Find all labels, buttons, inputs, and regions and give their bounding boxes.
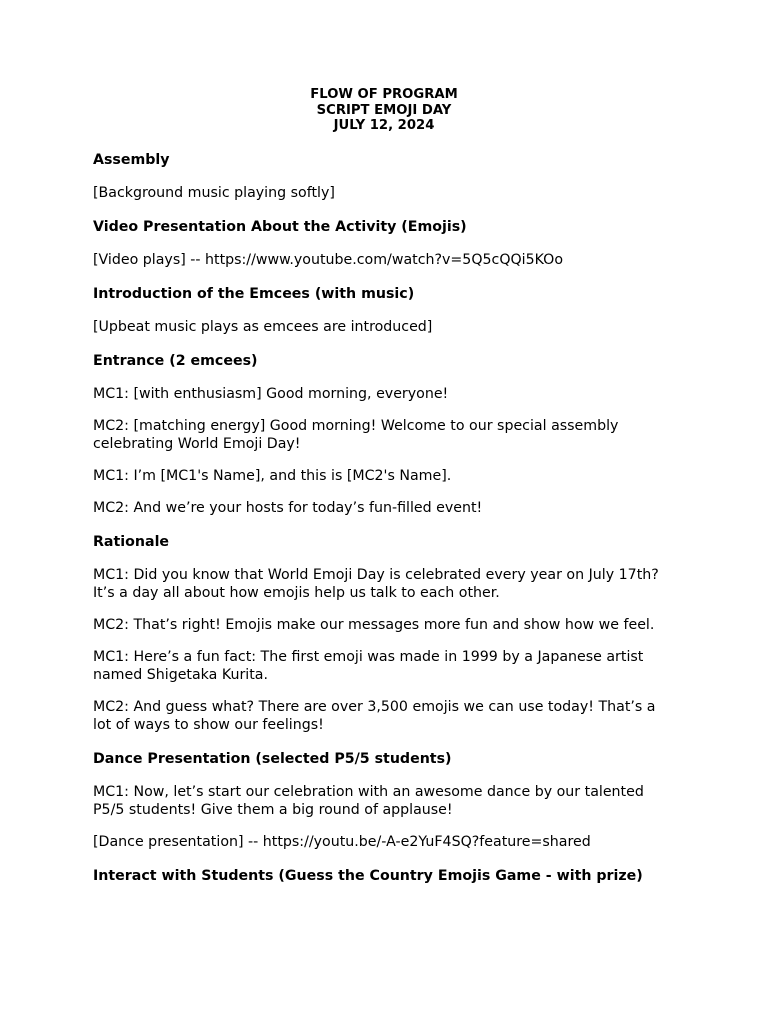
paragraph: MC2: And we’re your hosts for today’s fun-filled event! bbox=[93, 499, 483, 516]
paragraph: MC1: [with enthusiasm] Good morning, everyone! bbox=[93, 385, 449, 402]
section-heading-introduction: Introduction of the Emcees (with music) bbox=[93, 285, 415, 302]
section-heading-entrance: Entrance (2 emcees) bbox=[93, 352, 258, 369]
paragraph: MC2: That’s right! Emojis make our messages more fun and show how we feel. bbox=[93, 616, 655, 633]
section-heading-rationale: Rationale bbox=[93, 533, 170, 550]
section-heading-assembly: Assembly bbox=[93, 151, 170, 168]
document-page bbox=[93, 87, 668, 885]
paragraph: [Background music playing softly] bbox=[93, 184, 335, 201]
title-line: FLOW OF PROGRAM bbox=[310, 87, 458, 102]
paragraph: [Dance presentation] -- https://youtu.be/-A-e2YuF4SQ?feature=shared bbox=[93, 833, 591, 850]
section-heading-video-presentation: Video Presentation About the Activity (Emojis) bbox=[93, 218, 467, 235]
paragraph: MC1: Here’s a fun fact: The first emoji was made in 1999 by a Japanese artist named Shigetaka Kurita. bbox=[93, 648, 644, 683]
paragraph: MC1: Now, let’s start our celebration with an awesome dance by our talented P5/5 students! Give them a big round of applause! bbox=[93, 783, 644, 818]
document-title bbox=[93, 87, 675, 134]
paragraph: MC1: Did you know that World Emoji Day is celebrated every year on July 17th? It’s a day all about how emojis help us talk to each other. bbox=[93, 566, 659, 601]
paragraph: MC2: [matching energy] Good morning! Welcome to our special assembly celebrating World Emoji Day! bbox=[93, 417, 619, 452]
title-line: JULY 12, 2024 bbox=[333, 118, 435, 133]
paragraph: MC2: And guess what? There are over 3,500 emojis we can use today! That’s a lot of ways to show our feelings! bbox=[93, 698, 656, 733]
title-line: SCRIPT EMOJI DAY bbox=[316, 102, 452, 118]
section-heading-interact-with-students: Interact with Students (Guess the Country Emojis Game - with prize) bbox=[93, 867, 643, 884]
paragraph: MC1: I’m [MC1's Name], and this is [MC2's Name]. bbox=[93, 467, 452, 484]
paragraph: [Video plays] -- https://www.youtube.com/watch?v=5Q5cQQi5KOo bbox=[93, 251, 564, 268]
section-heading-dance-presentation: Dance Presentation (selected P5/5 students) bbox=[93, 750, 452, 767]
paragraph: [Upbeat music plays as emcees are introduced] bbox=[93, 318, 433, 335]
